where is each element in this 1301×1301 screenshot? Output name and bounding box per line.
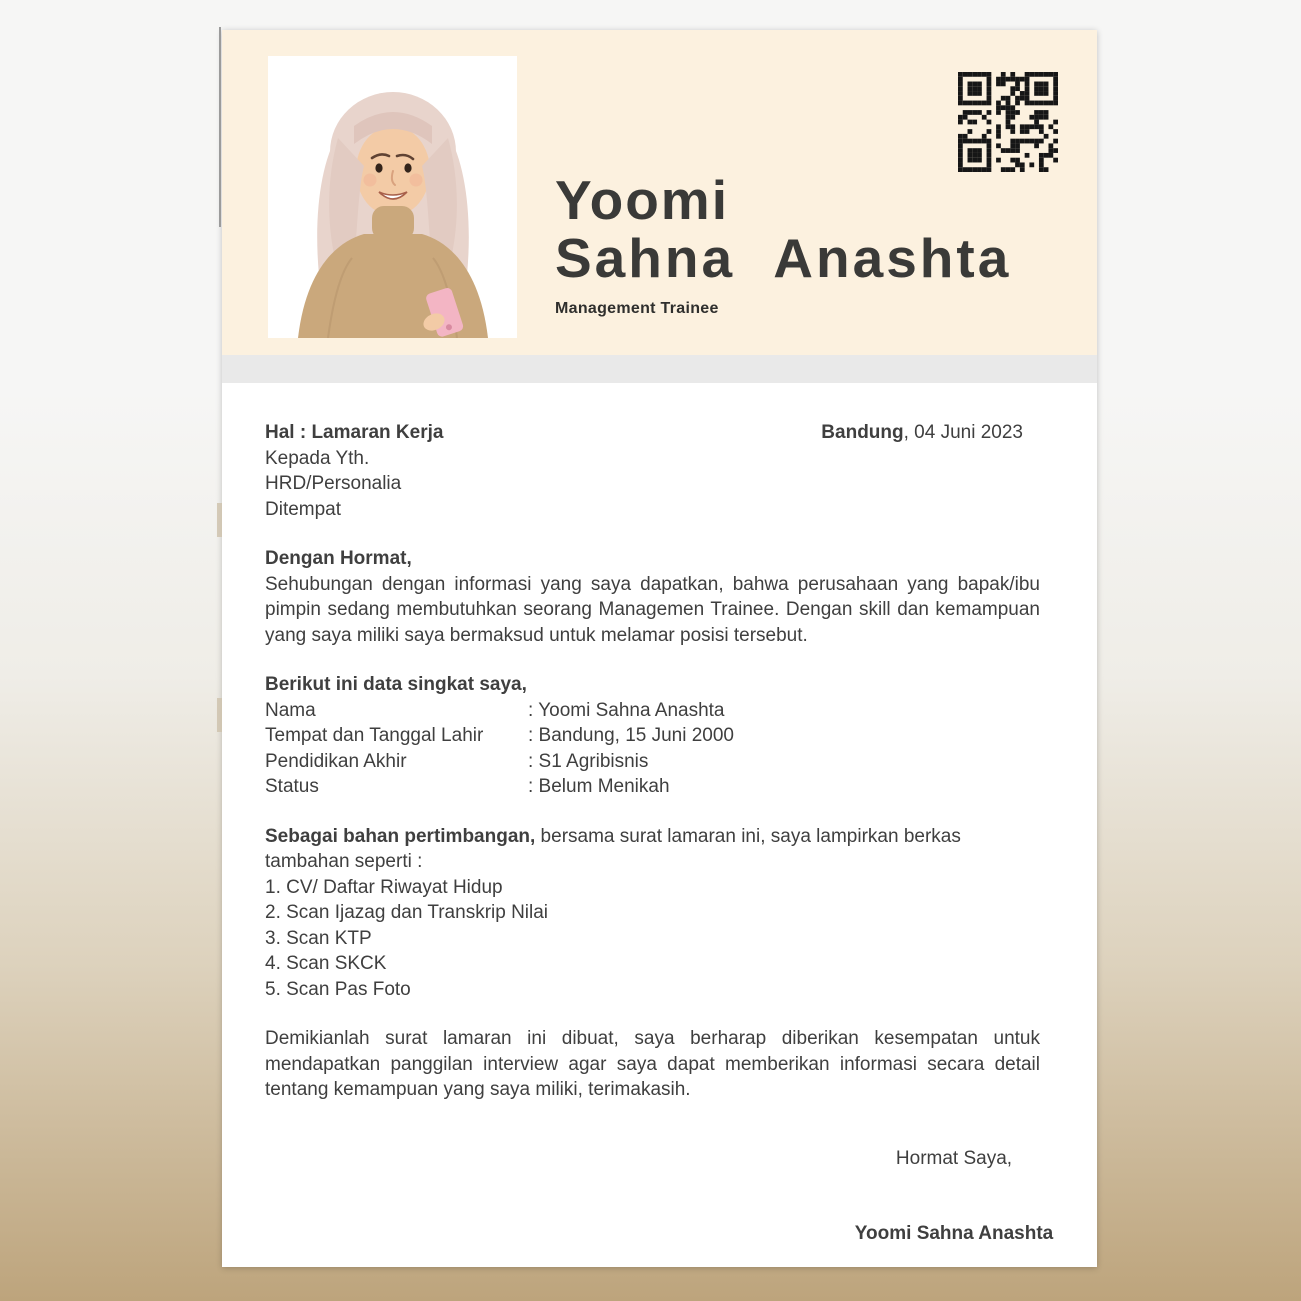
recipient-line: HRD/Personalia bbox=[265, 473, 402, 494]
opening-paragraph: Sehubungan dengan informasi yang saya dapatkan, bahwa perusahaan yang bapak/ibu pimpin sedang membutuhkan seorang Managemen Trainee. Dengan skill dan kemampuan yang saya miliki saya bermaksud untuk melamar posisi tersebut. bbox=[265, 573, 1040, 646]
data-row bbox=[265, 698, 1040, 724]
data-row bbox=[265, 774, 1040, 800]
signature-name: Yoomi Sahna Anashta bbox=[854, 1223, 1054, 1244]
attachments-list bbox=[265, 875, 1040, 1003]
subject-date-row bbox=[265, 420, 1040, 446]
applicant-photo bbox=[268, 56, 517, 338]
letter-subject: Hal : Lamaran Kerja bbox=[265, 422, 444, 443]
attachments-lead-rest: bersama surat lamaran ini, saya lampirkan berkas tambahan seperti : bbox=[265, 825, 961, 872]
attachment-item: 2. Scan Ijazag dan Transkrip Nilai bbox=[265, 902, 549, 923]
salutation: Dengan Hormat, bbox=[265, 548, 412, 569]
recipient-line: Ditempat bbox=[265, 498, 342, 520]
attachments-lead bbox=[265, 824, 1040, 875]
applicant-last-name: Sahna Anashta bbox=[555, 227, 1012, 289]
data-label: Status bbox=[265, 776, 319, 797]
data-label: Nama bbox=[265, 699, 316, 721]
data-label: Pendidikan Akhir bbox=[265, 750, 407, 772]
sign-off: Hormat Saya, bbox=[895, 1147, 1013, 1169]
attachment-item: 3. Scan KTP bbox=[265, 927, 372, 949]
applicant-first-name: Yoomi bbox=[555, 169, 729, 231]
closing-paragraph: Demikianlah surat lamaran ini dibuat, saya berharap diberikan kesempatan untuk mendapatkan panggilan interview agar saya dapat memberikan informasi secara detail tentang kemampuan yang saya miliki, terimakasih. bbox=[265, 1028, 1040, 1100]
recipient-line: Kepada Yth. bbox=[265, 447, 370, 469]
data-value: : Bandung, 15 Juni 2000 bbox=[528, 725, 735, 746]
applicant-data-table bbox=[265, 698, 1040, 800]
letter-city: Bandung bbox=[821, 422, 904, 443]
page-edge-mark bbox=[217, 503, 222, 537]
letter-page bbox=[222, 30, 1097, 1267]
data-row bbox=[265, 749, 1040, 775]
letter-body bbox=[222, 383, 1097, 1247]
letter-header bbox=[222, 30, 1097, 355]
data-value: : Belum Menikah bbox=[528, 776, 670, 797]
letter-date-rest: , 04 Juni 2023 bbox=[903, 422, 1023, 443]
data-intro: Berikut ini data singkat saya, bbox=[265, 674, 527, 695]
signature-block bbox=[854, 1146, 1054, 1247]
data-value: : Yoomi Sahna Anashta bbox=[528, 699, 725, 721]
page-edge-mark bbox=[217, 698, 222, 732]
attachment-item: 4. Scan SKCK bbox=[265, 953, 387, 974]
attachment-item: 1. CV/ Daftar Riwayat Hidup bbox=[265, 876, 503, 898]
data-value: : S1 Agribisnis bbox=[528, 750, 649, 772]
page-edge-line bbox=[219, 27, 221, 227]
job-title: Management Trainee bbox=[555, 300, 719, 317]
attachment-item: 5. Scan Pas Foto bbox=[265, 978, 411, 1000]
applicant-name-block bbox=[555, 171, 1011, 318]
attachments-lead-bold: Sebagai bahan pertimbangan, bbox=[265, 825, 536, 847]
header-divider-band bbox=[222, 355, 1097, 383]
letter-date bbox=[821, 420, 1023, 446]
applicant-photo-illustration bbox=[268, 56, 517, 338]
data-label: Tempat dan Tanggal Lahir bbox=[265, 725, 484, 746]
qr-code-icon bbox=[958, 72, 1058, 172]
data-row bbox=[265, 723, 1040, 749]
